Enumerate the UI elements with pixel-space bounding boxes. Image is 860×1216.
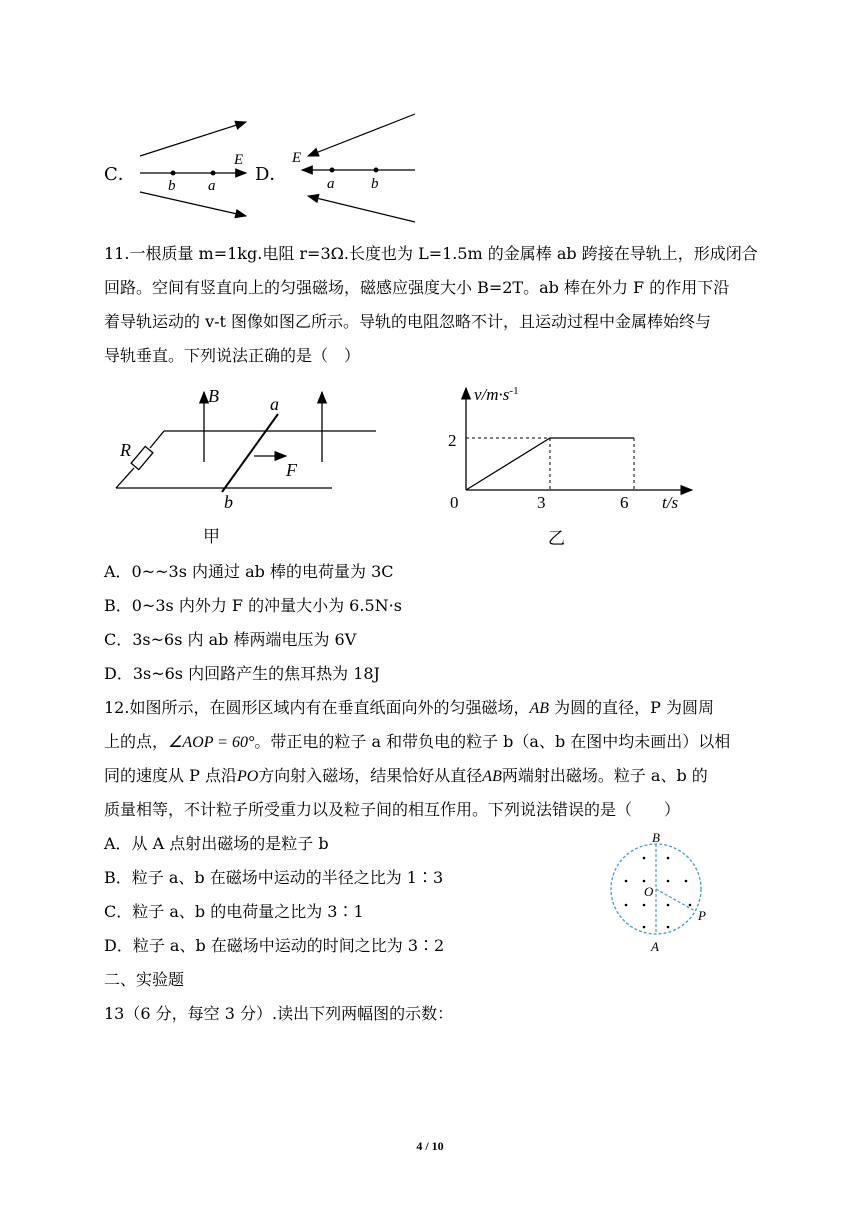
q12-stem-line2: 上的点，∠AOP = 60°。带正电的粒子 a 和带负电的粒子 b（a、b 在图中均未画出）以相 (104, 732, 731, 751)
x-tick-6: 6 (620, 493, 629, 512)
q12-option-c: C．粒子 a、b 的电荷量之比为 3∶1 (104, 902, 364, 921)
q11-option-d: D．3s~6s 内回路产生的焦耳热为 18J (104, 664, 380, 683)
q12-option-d: D．粒子 a、b 在磁场中运动的时间之比为 3∶2 (104, 936, 445, 955)
field-line-upper (308, 114, 415, 156)
point-a (330, 168, 335, 173)
label-a: a (270, 394, 279, 414)
page-number: 4 / 10 (416, 1139, 444, 1153)
option-c-label: C． (104, 164, 136, 185)
q12-stem-line1: 12.如图所示，在圆形区域内有在垂直纸面向外的匀强磁场，AB 为圆的直径，P 为圆周 (104, 698, 714, 717)
field-line-lower (140, 192, 246, 216)
label-b: b (168, 178, 176, 194)
q12-option-b: B．粒子 a、b 在磁场中运动的半径之比为 1∶3 (104, 868, 444, 887)
q12-stem-line3: 同的速度从 P 点沿PO方向射入磁场，结果恰好从直径AB两端射出磁场。粒子 a、b 的 (104, 766, 708, 785)
label-b: b (224, 492, 233, 508)
figure-jia-caption: 甲 (203, 527, 220, 547)
radius-OP (656, 889, 695, 911)
q12-stem-line4: 质量相等，不计粒子所受重力以及粒子间的相互作用。下列说法错误的是（ ） (104, 800, 681, 819)
label-a: a (327, 176, 335, 192)
q12-option-a: A．从 A 点射出磁场的是粒子 b (104, 834, 329, 853)
y-axis-label: $v/m\cdot s^{-1}$ (474, 385, 519, 404)
label-F: F (286, 460, 297, 480)
x-axis-label: t/s (662, 493, 679, 512)
label-A: A (651, 939, 659, 954)
figure-jia-rail-diagram (104, 378, 394, 508)
point-b (171, 171, 176, 176)
q11-option-a: A．0~~3s 内通过 ab 棒的电荷量为 3C (104, 562, 394, 581)
q11-option-b: B．0~3s 内外力 F 的冲量大小为 6.5N·s (104, 596, 402, 615)
label-E: E (234, 152, 244, 168)
q11-stem-line4: 导轨垂直。下列说法正确的是（ ） (104, 346, 361, 365)
q11-stem-line1: 11.一根质量 m=1kg.电阻 r=3Ω.长度也为 L=1.5m 的金属棒 ab 跨接在导轨上，形成闭合 (104, 244, 758, 263)
point-a (211, 171, 216, 176)
q13-stem: 13（6 分，每空 3 分）.读出下列两幅图的示数： (104, 1004, 454, 1023)
label-E: E (292, 150, 302, 166)
q11-stem-line3: 着导轨运动的 v-t 图像如图乙所示。导轨的电阻忽略不计，且运动过程中金属棒始终与 (104, 312, 712, 331)
option-d-label: D． (255, 164, 288, 185)
label-a: a (208, 178, 216, 194)
x-tick-0: 0 (450, 493, 459, 512)
point-b (374, 168, 379, 173)
resistor-R (131, 446, 153, 469)
figure-yi-vt-graph (436, 378, 706, 518)
label-P: P (698, 908, 706, 923)
label-R: R (120, 440, 131, 460)
label-B: B (652, 830, 660, 845)
label-b: b (371, 176, 379, 192)
figure-yi-caption: 乙 (548, 529, 565, 549)
option-c-field-diagram (130, 110, 260, 220)
label-O: O (644, 884, 654, 899)
section-heading-experiment: 二、实验题 (104, 970, 185, 989)
y-tick-2: 2 (448, 431, 457, 450)
field-line-upper (140, 122, 246, 156)
circular-field-diagram (604, 828, 724, 958)
q11-stem-line2: 回路。空间有竖直向上的匀强磁场，磁感应强度大小 B=2T。ab 棒在外力 F 的作用下沿 (104, 278, 730, 297)
metal-rod-ab (222, 414, 278, 492)
q11-option-c: C．3s~6s 内 ab 棒两端电压为 6V (104, 630, 357, 649)
field-dots (625, 857, 692, 929)
field-line-lower (308, 196, 415, 222)
x-tick-3: 3 (537, 493, 546, 512)
label-B: B (208, 386, 219, 406)
option-d-field-diagram (288, 108, 418, 223)
